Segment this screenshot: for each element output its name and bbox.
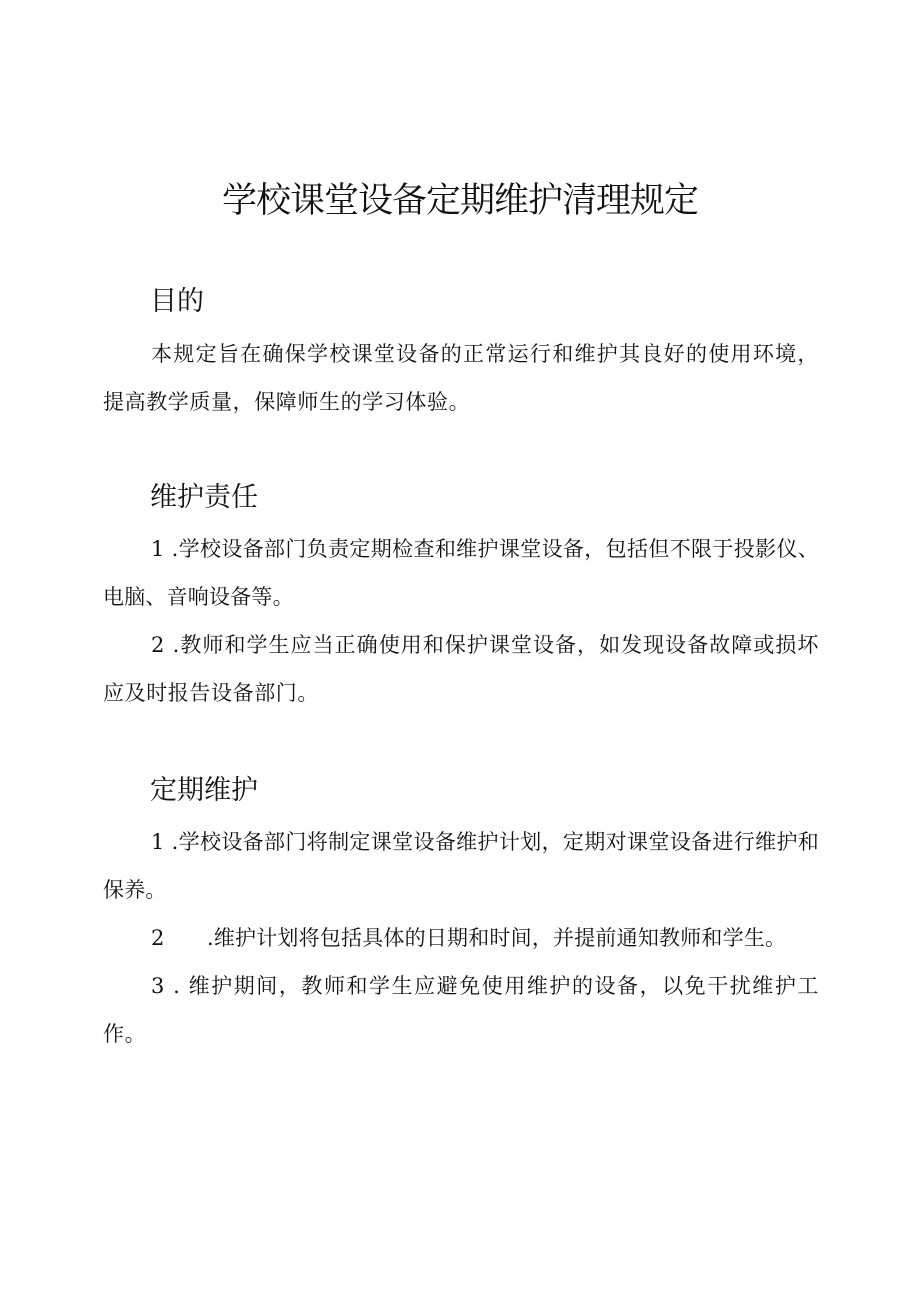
section-heading-maintenance: 定期维护 <box>150 775 258 806</box>
section-heading-responsibility: 维护责任 <box>150 482 258 513</box>
paragraph-maintenance-2: 2 .维护计划将包括具体的日期和时间，并提前通知教师和学生。 <box>151 926 787 950</box>
document-title: 学校课堂设备定期维护清理规定 <box>221 181 698 221</box>
section-heading-purpose: 目的 <box>150 286 204 317</box>
paragraph-responsibility-1: 1 .学校设备部门负责定期检查和维护课堂设备，包括但不限于投影仪、电脑、音响设备等。 <box>103 537 819 609</box>
paragraph-maintenance-3: 3 . 维护期间，教师和学生应避免使用维护的设备，以免干扰维护工作。 <box>103 974 819 1046</box>
paragraph-responsibility-2: 2 .教师和学生应当正确使用和保护课堂设备，如发现设备故障或损坏应及时报告设备部门。 <box>103 633 819 705</box>
paragraph-maintenance-1: 1 .学校设备部门将制定课堂设备维护计划，定期对课堂设备进行维护和保养。 <box>103 830 819 902</box>
paragraph-purpose: 本规定旨在确保学校课堂设备的正常运行和维护其良好的使用环境，提高教学质量，保障师生的学习体验。 <box>103 342 819 414</box>
